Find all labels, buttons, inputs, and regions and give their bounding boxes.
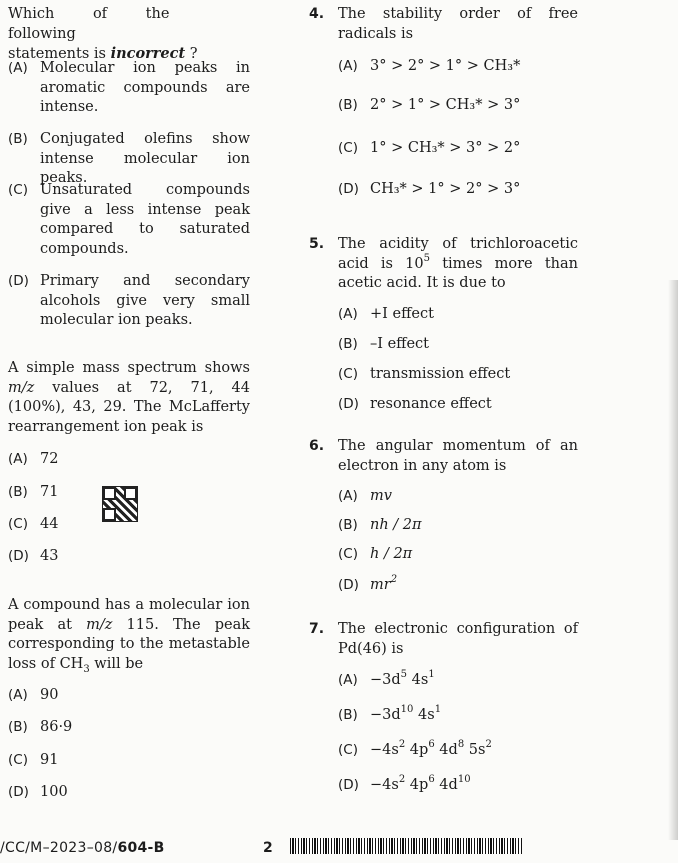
option-text: 44	[40, 516, 59, 532]
q5-option-d	[338, 395, 578, 415]
qr-corner	[103, 508, 116, 521]
q2-line-text: values at 72, 71, 44	[34, 379, 250, 396]
q2-line: A simple mass spectrum shows	[8, 360, 250, 376]
q6-option-d	[338, 576, 578, 596]
q6-option-c	[338, 545, 578, 565]
option-text: Molecular ion peaks in aromatic compounds are intense.	[40, 60, 250, 116]
q6-line: The angular momentum of an	[338, 438, 578, 454]
option-label: (B)	[338, 336, 358, 352]
option-text: 72	[40, 451, 59, 467]
q5-text: acid is 10	[338, 255, 424, 272]
option-label: (B)	[8, 484, 28, 500]
question-intro-line1	[8, 5, 248, 44]
option-text: –I effect	[370, 336, 429, 352]
question-mass-spectrum	[8, 359, 250, 437]
question-6-stem	[338, 437, 578, 476]
option-text	[370, 671, 578, 691]
mz-symbol: m/z	[86, 616, 113, 633]
superscript: 2	[390, 574, 398, 586]
mz-symbol: m/z	[8, 379, 35, 396]
question-number: 6.	[309, 438, 325, 454]
orbital: 4s	[407, 672, 429, 688]
q5-option-c	[338, 365, 578, 385]
option-label: (C)	[338, 140, 358, 156]
option-text: 90	[40, 687, 59, 703]
paper-code-id: 604-B	[117, 840, 165, 856]
option-text	[370, 741, 578, 761]
q5-line: The acidity of trichloroacetic	[338, 236, 578, 252]
orbital: 4s	[413, 707, 435, 723]
page-number: 2	[263, 840, 273, 856]
orbital: 4p	[405, 742, 429, 758]
q5-line	[338, 252, 578, 275]
q3-line	[8, 616, 250, 636]
q2-option-a	[8, 450, 128, 470]
q3-option-c	[8, 751, 128, 771]
option-text: Conjugated olefins show intense molecular ion peaks.	[40, 131, 250, 187]
paper-code-prefix: /CC/M–2023–08/	[0, 840, 118, 856]
option-text: 91	[40, 752, 59, 768]
option-text: 43	[40, 548, 59, 564]
barcode-icon	[290, 838, 522, 854]
question-7-stem	[338, 620, 578, 659]
q1-option-a	[8, 59, 250, 118]
q3-line	[8, 655, 250, 675]
orbital: 4p	[405, 777, 429, 793]
option-label: (A)	[338, 58, 358, 74]
q4-line: radicals is	[338, 25, 414, 42]
orbital: −4s	[370, 742, 399, 758]
option-label: (D)	[8, 273, 29, 289]
option-label: (B)	[338, 517, 358, 533]
orbital: −4s	[370, 777, 399, 793]
option-label: (B)	[338, 97, 358, 113]
qr-code-icon	[102, 486, 138, 522]
orbital: 4d	[434, 777, 458, 793]
q5-line: acetic acid. It is due to	[338, 275, 506, 292]
option-text: +I effect	[370, 306, 434, 322]
q4-option-a	[338, 57, 578, 77]
superscript: 1	[428, 669, 435, 681]
option-label: (B)	[8, 131, 28, 147]
question-5-stem	[338, 235, 578, 294]
option-label: (A)	[8, 687, 28, 703]
option-label: (B)	[338, 707, 358, 723]
q3-option-b	[8, 718, 128, 738]
q7-option-b	[338, 706, 578, 726]
superscript: 1	[434, 704, 442, 716]
q3-line: corresponding to the metastable	[8, 636, 250, 653]
superscript: 10	[457, 774, 471, 786]
superscript: 6	[428, 739, 435, 751]
option-label: (D)	[338, 396, 359, 412]
question-intro	[8, 5, 248, 65]
question-4-stem	[338, 5, 578, 44]
option-text: h / 2π	[370, 546, 413, 562]
q5-option-b	[338, 335, 578, 355]
option-label: (D)	[338, 577, 359, 593]
option-label: (C)	[8, 752, 28, 768]
q7-line: The electronic configuration of	[338, 621, 578, 637]
option-text: 100	[40, 784, 68, 800]
orbital: 5s	[464, 742, 486, 758]
q7-option-d	[338, 776, 578, 796]
question-number: 5.	[309, 236, 325, 252]
option-label: (D)	[338, 181, 359, 197]
option-text: 3° > 2° > 1° > CH₃*	[370, 58, 521, 74]
superscript: 8	[457, 739, 465, 751]
superscript: 10	[400, 704, 414, 716]
q3-line: A compound has a molecular ion	[8, 597, 250, 613]
option-label: (A)	[338, 306, 358, 322]
option-label: (C)	[338, 546, 358, 562]
superscript: 2	[485, 739, 492, 751]
superscript: 6	[428, 774, 435, 786]
option-text: nh / 2π	[370, 517, 422, 533]
orbital: −3d	[370, 672, 401, 688]
q7-option-a	[338, 671, 578, 691]
option-text: CH₃* > 1° > 2° > 3°	[370, 181, 521, 197]
option-label: (A)	[338, 488, 358, 504]
q7-line: Pd(46) is	[338, 640, 404, 657]
q5-option-a	[338, 305, 578, 325]
superscript: 5	[400, 669, 408, 681]
emphasis-incorrect: incorrect	[110, 45, 186, 63]
option-text: mv	[370, 488, 392, 504]
option-text	[370, 576, 578, 596]
option-text: 2° > 1° > CH₃* > 3°	[370, 97, 521, 113]
subscript: 3	[83, 663, 90, 675]
option-label: (A)	[8, 60, 28, 76]
q6-option-a	[338, 487, 578, 507]
paper-code	[0, 840, 165, 856]
q1-option-c	[8, 181, 250, 259]
option-label: (C)	[8, 516, 28, 532]
option-text: transmission effect	[370, 366, 511, 382]
q4-option-d	[338, 180, 578, 200]
superscript: 5	[423, 252, 430, 264]
q3-option-a	[8, 686, 128, 706]
superscript: 2	[398, 739, 406, 751]
option-label: (A)	[8, 451, 28, 467]
option-text: Primary and secondary alcohols give very small molecular ion peaks.	[40, 273, 250, 329]
q5-text: times more than	[430, 255, 578, 272]
q2-line: rearrangement ion peak is	[8, 418, 204, 435]
question-intro-text: statements is	[8, 46, 111, 63]
q3-text: will be	[89, 655, 144, 672]
option-label: (D)	[8, 784, 29, 800]
option-label: (D)	[338, 777, 359, 793]
option-label: (A)	[338, 672, 358, 688]
option-text	[370, 776, 578, 796]
question-number: 7.	[309, 621, 325, 637]
orbital: 4d	[434, 742, 458, 758]
q3-text: peak at	[8, 616, 87, 633]
option-label: (D)	[8, 548, 29, 564]
question-mark: ?	[185, 46, 198, 63]
page-edge-shadow	[668, 280, 678, 840]
q3-text: loss of CH	[8, 655, 84, 672]
q4-line: The stability order of free	[338, 6, 578, 22]
q2-option-d	[8, 547, 128, 567]
orbital: −3d	[370, 707, 401, 723]
option-text: Unsaturated compounds give a less intense peak compared to saturated compounds.	[40, 182, 250, 257]
question-intro-word: Which of the following	[8, 6, 170, 42]
option-label: (B)	[8, 719, 28, 735]
question-number: 4.	[309, 6, 325, 22]
option-base: mr	[370, 577, 391, 593]
option-text: 71	[40, 484, 59, 500]
q4-option-c	[338, 139, 578, 159]
q2-line: (100%), 43, 29. The McLafferty	[8, 399, 250, 416]
q2-stem	[8, 359, 250, 437]
q6-option-b	[338, 516, 578, 536]
option-text: 1° > CH₃* > 3° > 2°	[370, 140, 521, 156]
option-text: resonance effect	[370, 396, 492, 412]
option-label: (C)	[8, 182, 28, 198]
q2-line	[8, 379, 250, 399]
q6-line: electron in any atom is	[338, 457, 507, 474]
q7-option-c	[338, 741, 578, 761]
option-text: 86·9	[40, 719, 73, 735]
q1-option-b	[8, 130, 250, 189]
page-footer	[0, 838, 678, 860]
option-text	[370, 706, 578, 726]
q4-option-b	[338, 96, 578, 116]
superscript: 2	[398, 774, 406, 786]
question-metastable	[8, 596, 250, 674]
option-label: (C)	[338, 742, 358, 758]
q3-option-d	[8, 783, 128, 803]
q3-text: 115. The peak	[112, 616, 250, 633]
option-label: (C)	[338, 366, 358, 382]
q1-option-d	[8, 272, 250, 331]
